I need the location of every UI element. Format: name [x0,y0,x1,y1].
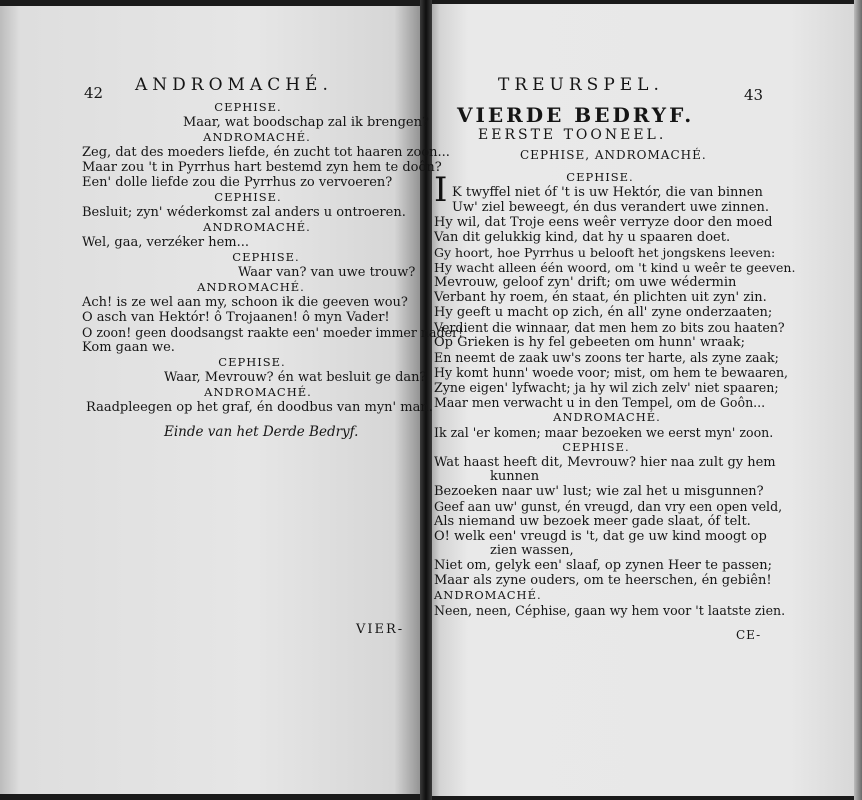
verse-line: Ach! is ze wel aan my, schoon ik die geeven wou? [82,295,408,310]
speaker-label: ANDROMACHÉ. [434,588,542,602]
verse-line: Zyne eigen' lyfwacht; ja hy wil zich zelv' niet spaaren; [434,380,779,395]
verse-line: Wat haast heeft dit, Mevrouw? hier naa zult gy hem [434,455,776,470]
speaker-label: CEPHISE. [566,170,634,184]
left-running-head: ANDROMACHÉ. [135,75,333,95]
verse-line: Uw' ziel beweegt, én dus verandert uwe zinnen. [452,200,770,215]
verse-line: Waar, Mevrouw? én wat besluit ge dan? [164,370,427,385]
verse-line: Een' dolle liefde zou die Pyrrhus zo vervoeren? [82,175,393,190]
speaker-label: ANDROMACHÉ. [203,130,311,144]
verse-line: Neen, neen, Céphise, gaan wy hem voor 't laatste zien. [434,603,786,618]
verse-line: O! welk een' vreugd is 't, dat ge uw kind moogt op [434,529,767,544]
act-end-note: Einde van het Derde Bedryf. [164,424,359,440]
drop-cap: I [434,170,448,210]
scene-title: EERSTE TOONEEL. [478,127,667,143]
left-page-number: 42 [84,84,104,102]
verse-line: Verbant hy roem, én staat, én plichten uit zyn' zin. [434,290,767,305]
verse-line: Op Grieken is hy fel gebeeten om hunn' wraak; [434,335,745,350]
verse-line: Als niemand uw bezoek meer gade slaat, óf telt. [434,514,751,529]
verse-line: Zeg, dat des moeders liefde, én zucht tot haaren zoon... [82,145,450,160]
speaker-label: CEPHISE. [214,190,282,204]
speaker-label: ANDROMACHÉ. [203,220,311,234]
verse-line: Raadpleegen op het graf, én doodbus van myn' man. [86,400,433,415]
speaker-label: ANDROMACHÉ. [197,280,305,294]
speaker-label: ANDROMACHÉ. [204,385,312,399]
verse-line: Maar men verwacht u in den Tempel, om de Goôn... [434,395,766,410]
verse-line: Waar van? van uwe trouw? [238,265,416,280]
verse-line: Kom gaan we. [82,340,175,355]
speaker-label: CEPHISE. [232,250,300,264]
dramatis-personae: CEPHISE, ANDROMACHÉ. [520,148,707,162]
verse-line: zien wassen, [490,543,574,558]
verse-line: K twyffel niet óf 't is uw Hektór, die van binnen [452,185,763,200]
verse-line: Maar als zyne ouders, om te heerschen, én gebiên! [434,573,772,588]
catchword: CE- [736,628,762,642]
verse-line: Hy wacht alleen één woord, om 't kind u weêr te geeven. [434,260,796,275]
verse-line: Maar zou 't in Pyrrhus hart bestemd zyn hem te doôn? [82,160,442,175]
speaker-label: CEPHISE. [214,100,282,114]
act-title: VIERDE BEDRYF. [457,103,695,127]
verse-line: Bezoeken naar uw' lust; wie zal het u misgunnen? [434,484,764,499]
verse-line: Ik zal 'er komen; maar bezoeken we eerst myn' zoon. [434,425,774,440]
verse-line: Mevrouw, geloof zyn' drift; om uwe wédermin [434,275,737,290]
speaker-label: ANDROMACHÉ. [553,410,661,424]
speaker-label: CEPHISE. [218,355,286,369]
verse-line: Van dit gelukkig kind, dat hy u spaaren doet. [434,230,731,245]
verse-line: Geef aan uw' gunst, én vreugd, dan vry een open veld, [434,499,783,514]
verse-line: Hy wil, dat Troje eens weêr verryze door den moed [434,215,773,230]
verse-line: Besluit; zyn' wéderkomst zal anders u ontroeren. [82,205,406,220]
verse-line: Hy geeft u macht op zich, én all' zyne onderzaaten; [434,305,773,320]
verse-line: Wel, gaa, verzéker hem... [82,235,250,250]
verse-line: Niet om, gelyk een' slaaf, op zynen Heer te passen; [434,558,772,573]
verse-line: kunnen [490,469,540,484]
right-running-head: TREURSPEL. [498,75,664,95]
right-page-number: 43 [744,86,764,104]
verse-line: Maar, wat boodschap zal ik brengen? [183,115,429,130]
verse-line: En neemt de zaak uw's zoons ter harte, als zyne zaak; [434,350,779,365]
catchword: VIER- [356,622,405,637]
verse-line: O asch van Hektór! ô Trojaanen! ô myn Vader! [82,310,390,325]
verse-line: Gy hoort, hoe Pyrrhus u belooft het jongskens leeven: [434,245,776,260]
page-edge [854,0,862,800]
verse-line: Verdient die winnaar, dat men hem zo bits zou haaten? [434,320,785,335]
speaker-label: CEPHISE. [562,440,630,454]
verse-line: Hy komt hunn' woede voor; mist, om hem te bewaaren, [434,365,789,380]
verse-line: O zoon! geen doodsangst raakte een' moeder immer nader! [82,325,464,340]
